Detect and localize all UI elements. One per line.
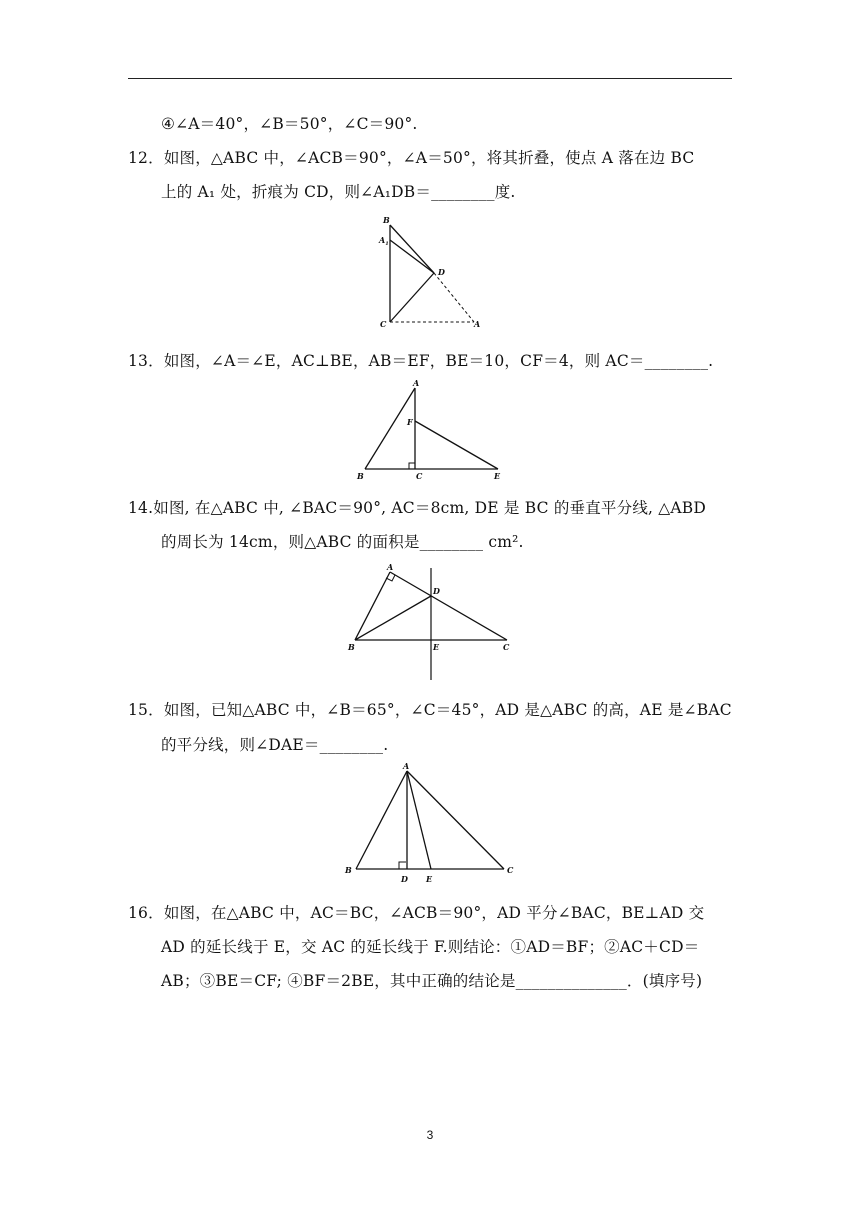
label-B: B (357, 471, 364, 481)
label-C: C (380, 319, 387, 329)
problem-14-number: 14. (128, 499, 154, 517)
label-E: E (494, 471, 501, 481)
problem-16-number: 16． (128, 904, 164, 922)
label-A: A (413, 378, 420, 388)
problem-15-line-2: 的平分线，则∠DAE＝________. (161, 736, 389, 754)
label-B: B (345, 865, 352, 875)
problem-12-figure (370, 212, 490, 332)
label-C: C (416, 471, 423, 481)
label-F: F (407, 417, 413, 427)
problem-12-number: 12． (128, 149, 164, 167)
problem-16-line-3: AB；③BE＝CF; ④BF＝2BE，其中正确的结论是______________．(填序号) (161, 972, 703, 990)
problem-13-figure (350, 378, 510, 484)
problem-14-line-2: 的周长为 14cm，则△ABC 的面积是________ cm². (161, 533, 524, 551)
label-E: E (426, 874, 433, 884)
problem-15-line-1: 15．如图，已知△ABC 中，∠B＝65°，∠C＝45°，AD 是△ABC 的高，AE 是∠BAC (128, 701, 732, 719)
label-A: A (474, 319, 481, 329)
problem-12-line-2: 上的 A₁ 处，折痕为 CD，则∠A₁DB＝________度. (161, 183, 516, 201)
problem-13-line-1: 13．如图，∠A＝∠E，AC⊥BE，AB＝EF，BE＝10，CF＝4，则 AC＝________. (128, 352, 714, 370)
label-B: B (348, 642, 355, 652)
label-D: D (433, 586, 440, 596)
label-A1: $A_1$ (379, 235, 389, 247)
problem-12-line-1: 12．如图，△ABC 中，∠ACB＝90°，∠A＝50°，将其折叠，使点 A 落在边 BC (128, 149, 695, 167)
label-C: C (503, 642, 510, 652)
problem-15-number: 15． (128, 701, 164, 719)
problem-14-figure (345, 560, 520, 684)
problem-14-line-1: 14.如图, 在△ABC 中, ∠BAC＝90°, AC＝8cm, DE 是 BC 的垂直平分线, △ABD (128, 499, 707, 517)
header-rule (128, 78, 732, 79)
page-number: 3 (426, 1128, 434, 1142)
previous-item-option-4: ④∠A＝40°，∠B＝50°，∠C＝90°. (161, 115, 418, 133)
label-A: A (387, 562, 394, 572)
label-C: C (507, 865, 514, 875)
problem-16-line-2: AD 的延长线于 E，交 AC 的延长线于 F.则结论：①AD＝BF；②AC＋CD＝ (161, 938, 700, 956)
problem-16-line-1: 16．如图，在△ABC 中，AC＝BC，∠ACB＝90°，AD 平分∠BAC，BE⊥AD 交 (128, 904, 705, 922)
label-B: B (383, 215, 390, 225)
label-A: A (403, 761, 410, 771)
label-D: D (401, 874, 408, 884)
label-D: D (438, 267, 445, 277)
label-E: E (433, 642, 440, 652)
problem-13-number: 13． (128, 352, 164, 370)
problem-15-figure (340, 760, 520, 888)
